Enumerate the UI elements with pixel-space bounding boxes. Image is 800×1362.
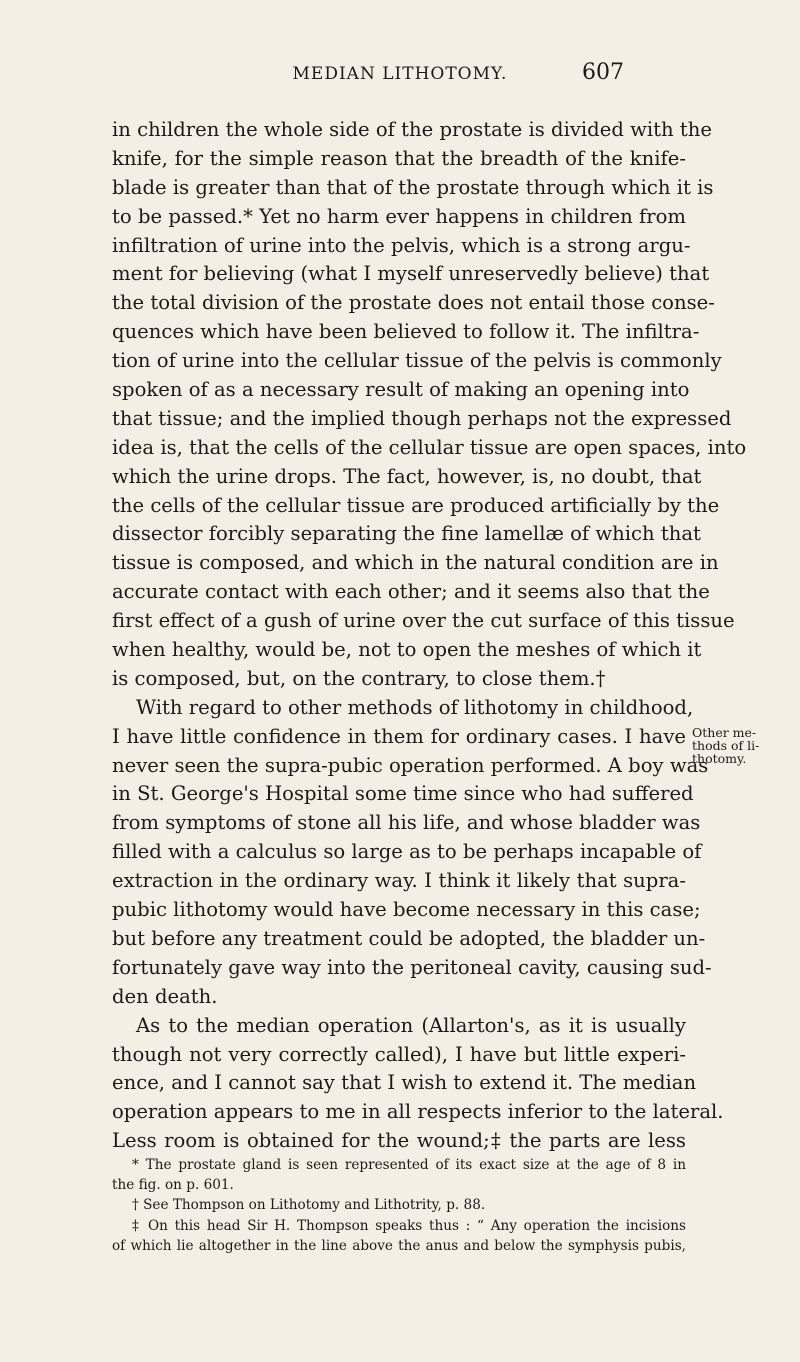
body-line: though not very correctly called), I have but little experi- [112,1042,686,1066]
footnote-line: * The prostate gland is seen represented of its exact size at the age of 8 in [132,1157,686,1173]
footnotes [112,1155,686,1256]
body-line: ence, and I cannot say that I wish to extend it. The median [112,1071,697,1095]
body-line: tissue is composed, and which in the natural condition are in [112,551,719,575]
body-text [112,116,747,1156]
body-line: but before any treatment could be adopted, the bladder un- [112,926,706,950]
body-line: is composed, but, on the contrary, to close them.† [112,666,606,690]
body-line: Less room is obtained for the wound;‡ the parts are less [112,1129,686,1153]
body-line: den death. [112,984,218,1008]
body-line: dissector forcibly separating the fine lamellæ of which that [112,522,701,546]
body-line: first effect of a gush of urine over the cut surface of this tissue [112,609,735,633]
footnote-line: the fig. on p. 601. [112,1177,234,1194]
body-line: infiltration of urine into the pelvis, which is a strong argu- [112,233,691,257]
body-line: As to the median operation (Allarton's, as it is usually [136,1013,686,1037]
margin-note-line: thotomy. [692,751,747,766]
body-line: extraction in the ordinary way. I think it likely that supra- [112,869,686,893]
footnote-line: ‡ On this head Sir H. Thompson speaks thus : “ Any operation the incisions [132,1217,686,1234]
body-line: spoken of as a necessary result of making an opening into [112,378,690,402]
body-line: With regard to other methods of lithotomy in childhood, [136,695,694,719]
body-line: to be passed.* Yet no harm ever happens in children from [112,204,686,228]
margin-note [692,726,792,765]
body-line: in children the whole side of the prostate is divided with the [112,118,712,141]
body-line: the total division of the prostate does not entail those conse- [112,291,715,315]
footnote-line: of which lie altogether in the line above the anus and below the symphysis pubis, [112,1237,686,1254]
body-line: the cells of the cellular tissue are produced artificially by the [112,493,720,517]
body-line: I have little confidence in them for ordinary cases. I have [112,724,686,748]
footnote-line: † See Thompson on Lithotomy and Lithotrity, p. 88. [132,1197,486,1214]
body-line: operation appears to me in all respects inferior to the lateral. [112,1100,724,1124]
body-line: fortunately gave way into the peritoneal cavity, causing sud- [112,955,712,979]
body-line: from symptoms of stone all his life, and whose bladder was [112,811,701,835]
body-line: ment for believing (what I myself unreservedly believe) that [112,262,710,286]
body-line: pubic lithotomy would have become necessary in this case; [112,898,701,922]
running-head [0,60,800,88]
body-line: tion of urine into the cellular tissue of the pelvis is commonly [112,349,722,373]
body-line: that tissue; and the implied though perhaps not the expressed [112,406,732,430]
body-line: filled with a calculus so large as to be perhaps incapable of [112,840,702,864]
page-number: 607 [582,60,624,85]
body-line: blade is greater than that of the prostate through which it is [112,175,714,199]
body-line: knife, for the simple reason that the breadth of the knife- [112,146,686,170]
body-line: never seen the supra-pubic operation performed. A boy was [112,753,709,777]
running-title: MEDIAN LITHOTOMY. [292,64,508,84]
body-line: in St. George's Hospital some time since who had suffered [112,782,694,806]
body-line: when healthy, would be, not to open the meshes of which it [112,638,702,662]
body-line: quences which have been believed to follow it. The infiltra- [112,320,700,344]
body-line: accurate contact with each other; and it seems also that the [112,580,710,604]
body-line: which the urine drops. The fact, however, is, no doubt, that [112,464,702,488]
margin-note-line: thods of li- [692,738,760,753]
body-line: idea is, that the cells of the cellular tissue are open spaces, into [112,435,747,459]
margin-note-line: Other me- [692,725,757,740]
